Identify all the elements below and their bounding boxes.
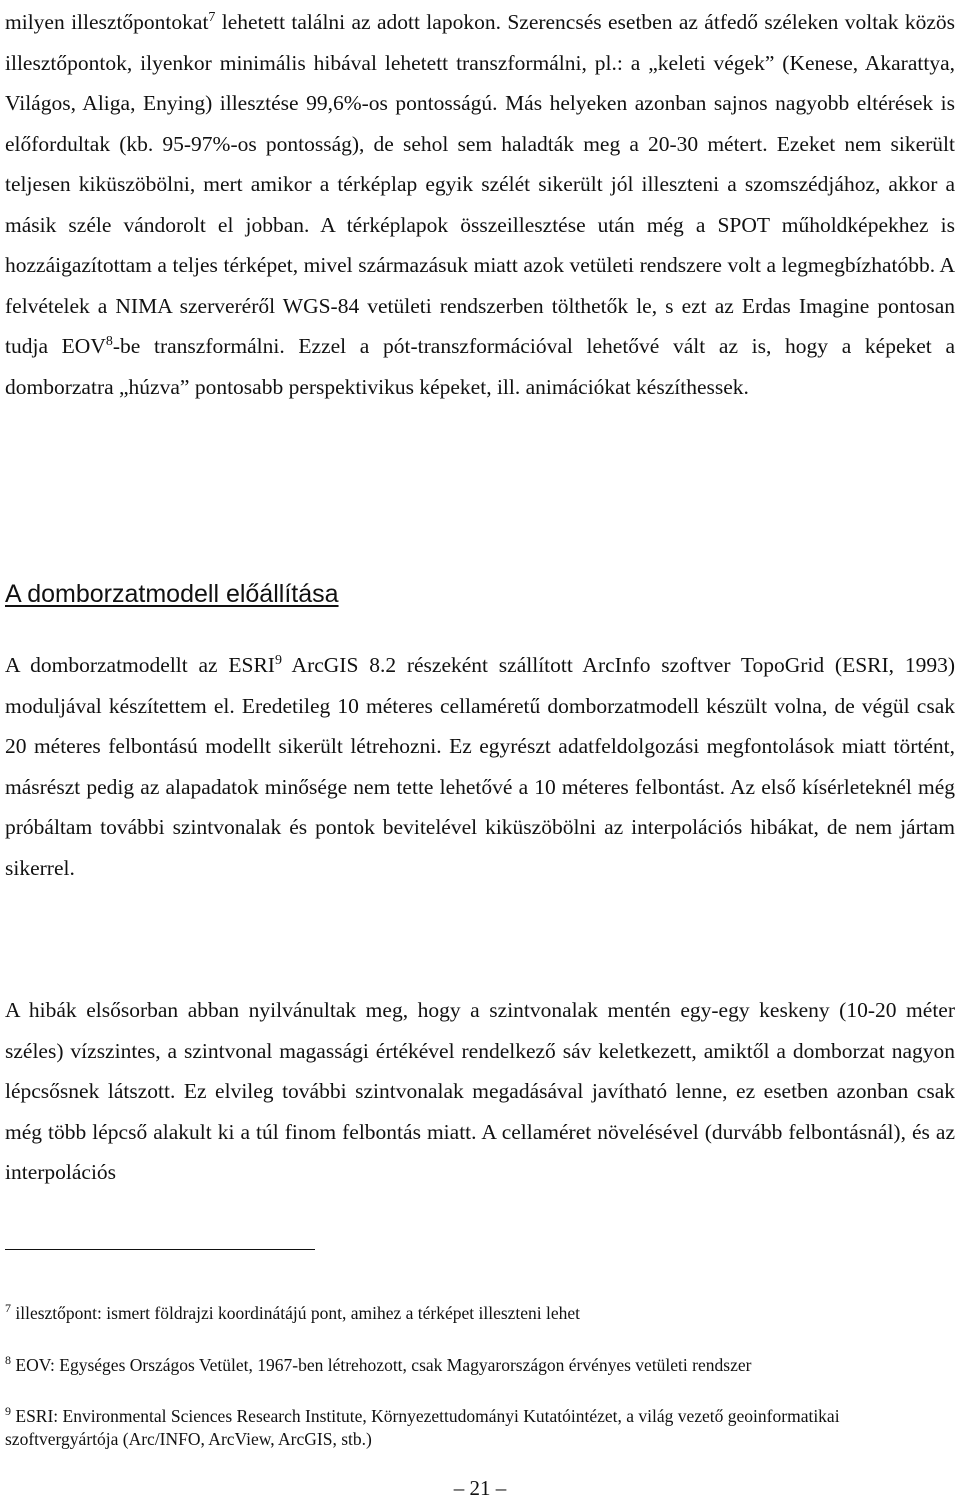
body-paragraph-2 [5,645,955,888]
section-heading: A domborzatmodell előállítása [5,580,339,608]
footnote-separator [5,1249,315,1250]
paragraph-text: A domborzatmodellt az ESRI [5,653,275,677]
footnote-text: ESRI: Environmental Sciences Research Institute, Környezettudományi Kutatóintézet, a világ vezető geoinformatikai szoftvergyártója (Arc/INFO, ArcView, ArcGIS, stb.) [5,1406,840,1449]
footnote-ref-7: 7 [208,9,216,25]
paragraph-text: ArcGIS 8.2 részeként szállított ArcInfo szoftver TopoGrid (ESRI, 1993) moduljával készítettem el. Eredetileg 10 méteres cellaméretű domborzatmodell készült volna, de végül csak 20 méteres felbontású modellt sikerült létrehozni. Ez egyrészt adatfeldolgozási megfontolások miatt történt, másrészt pedig az alapadatok minősége nem tette lehetővé a 10 méteres felbontást. Az első kísérleteknél még próbáltam további szintvonalak és pontok bevitelével kiküszöbölni az interpolációs hibákat, de nem jártam sikerrel. [5,653,955,880]
footnote-number: 9 [5,1404,11,1419]
paragraph-text: lehetett találni az adott lapokon. Szerencsés esetben az átfedő széleken voltak közös illesztőpontok, ilyenkor minimális hibával lehetett transzformálni, pl.: a „keleti végek” (Kenese, Akarattya, Világos, Aliga, Enying) illesztése 99,6%-os pontosságú. Más helyeken azonban sajnos nagyobb eltérések is előfordultak (kb. 95-97%-os pontosság), de sehol sem haladták meg a 20-30 métert. Ezeket nem sikerült teljesen kiküszöbölni, mert amikor a térképlap egyik szélét sikerült jól illeszteni a szomszédjához, akkor a másik széle vándorolt el jobban. A térképlapok összeillesztése után még a SPOT műholdképekhez is hozzáigazítottam a teljes térképet, mivel származásuk miatt azok vetületi rendszere volt a legmegbízhatóbb. A felvételek a NIMA szerveréről WGS-84 vetületi rendszerben tölthetők le, s ezt az Erdas Imagine pontosan tudja EOV [5,10,955,358]
footnote-text: EOV: Egységes Országos Vetület, 1967-ben létrehozott, csak Magyarországon érvényes vetületi rendszer [11,1355,752,1375]
body-paragraph-1 [5,2,955,407]
footnote-text: illesztőpont: ismert földrajzi koordinátájú pont, amihez a térképet illeszteni lehet [11,1303,581,1323]
paragraph-text: milyen illesztőpontokat [5,10,209,34]
footnote-8 [5,1354,955,1377]
body-paragraph-3: A hibák elsősorban abban nyilvánultak meg, hogy a szintvonalak mentén egy-egy keskeny (10-20 méter széles) vízszintes, a szintvonal magassági értékével rendelkező sáv keletkezett, amiktől a domborzat nagyon lépcsősnek látszott. Ez elvileg további szintvonalak megadásával javítható lenne, ez esetben azonban csak még több lépcső alakult ki a túl finom felbontás miatt. A cellaméret növelésével (durvább felbontásnál), és az interpolációs [5,998,955,1184]
footnote-ref-9: 9 [274,652,282,668]
footnote-ref-8: 8 [105,333,113,349]
footnote-7 [5,1302,955,1325]
footnote-number: 8 [5,1353,11,1368]
paragraph-text: -be transzformálni. Ezzel a pót-transzformációval lehetővé vált az is, hogy a képeket a domborzatra „húzva” pontosabb perspektivikus képeket, ill. animációkat készíthessek. [5,334,955,399]
footnote-number: 7 [5,1301,11,1316]
footnote-9 [5,1405,955,1451]
page-number: – 21 – [453,1476,507,1500]
